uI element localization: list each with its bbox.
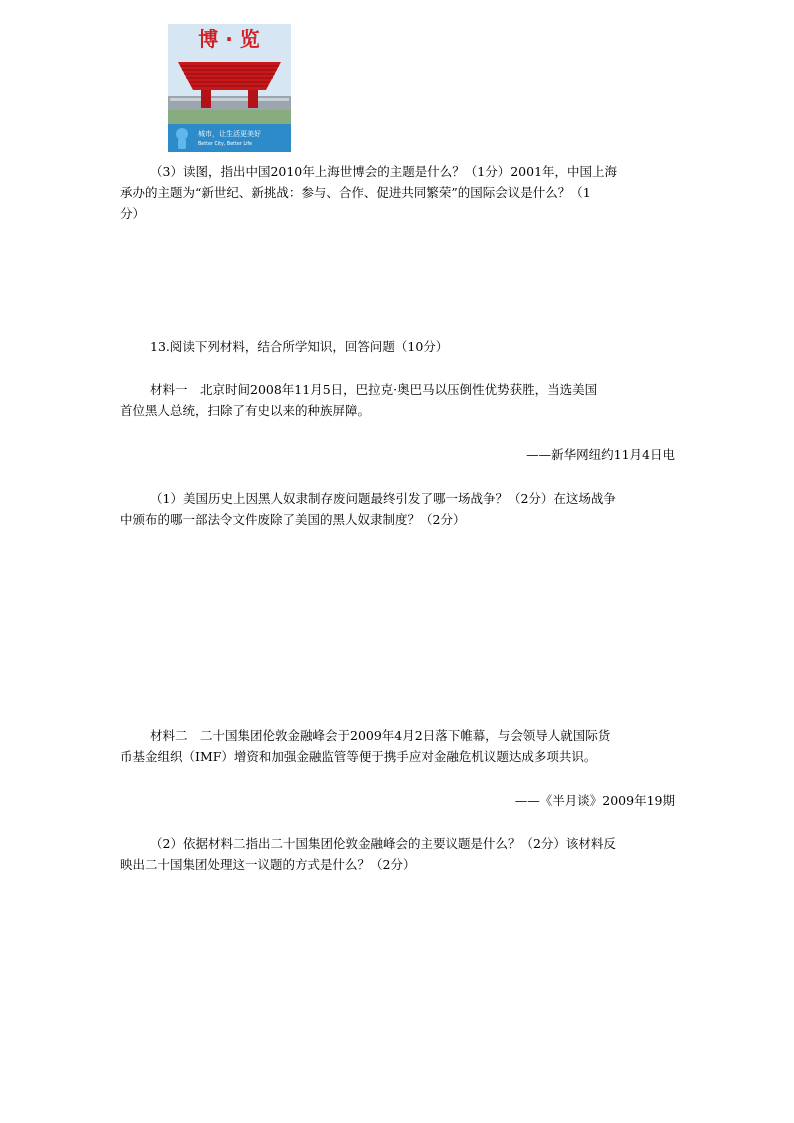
- pavilion-pillar-right: [248, 90, 258, 108]
- question-3-line-2: 承办的主题为“新世纪、新挑战：参与、合作、促进共同繁荣”的国际会议是什么？（1: [120, 185, 591, 200]
- question-3-line-1: （3）读图，指出中国2010年上海世博会的主题是什么？（1分）2001年，中国上海: [150, 164, 618, 179]
- material-2: [120, 725, 675, 767]
- image-title-text: 博 · 览: [198, 27, 260, 51]
- question-3: [120, 161, 675, 224]
- image-banner-text: 城市，让生活更美好: [198, 130, 261, 138]
- question-13-heading: [120, 336, 675, 357]
- sub-1-line-2: 中颁布的哪一部法令文件废除了美国的黑人奴隶制度？（2分）: [120, 512, 466, 527]
- material-2-line-2: 币基金组织（IMF）增资和加强金融监管等便于携手应对金融危机议题达成多项共识。: [120, 749, 597, 764]
- pavilion-pillar-left: [201, 90, 211, 108]
- expo-pavilion-image: [168, 24, 291, 152]
- material-2-source: [120, 790, 675, 811]
- china-pavilion-illustration: [168, 24, 291, 152]
- mascot-icon: [176, 128, 188, 140]
- question-13-heading-text: 13.阅读下列材料，结合所学知识，回答问题（10分）: [150, 339, 449, 354]
- material-1-source-text: ——新华网纽约11月4日电: [526, 447, 675, 462]
- sub-2-line-2: 映出二十国集团处理这一议题的方式是什么？（2分）: [120, 857, 416, 872]
- sub-1-line-1: （1）美国历史上因黑人奴隶制存废问题最终引发了哪一场战争？（2分）在这场战争: [150, 491, 616, 506]
- material-1-line-1: 材料一 北京时间2008年11月5日，巴拉克·奥巴马以压倒性优势获胜，当选美国: [150, 382, 598, 397]
- material-1-source: [120, 444, 675, 465]
- question-13-sub-1: [120, 488, 675, 530]
- sub-2-line-1: （2）依据材料二指出二十国集团伦敦金融峰会的主要议题是什么？（2分）该材料反: [150, 836, 616, 851]
- material-2-source-text: ——《半月谈》2009年19期: [514, 793, 675, 808]
- base-building-stripe: [170, 98, 289, 101]
- question-13-sub-2: [120, 833, 675, 875]
- mascot-body: [178, 139, 186, 149]
- material-1: [120, 379, 675, 421]
- image-banner-text-en: Better City, Better Life: [198, 142, 253, 147]
- material-2-line-1: 材料二 二十国集团伦敦金融峰会于2009年4月2日落下帷幕，与会领导人就国际货: [150, 728, 611, 743]
- material-1-line-2: 首位黑人总统，扫除了有史以来的种族屏障。: [120, 403, 371, 418]
- question-3-line-3: 分）: [120, 206, 146, 221]
